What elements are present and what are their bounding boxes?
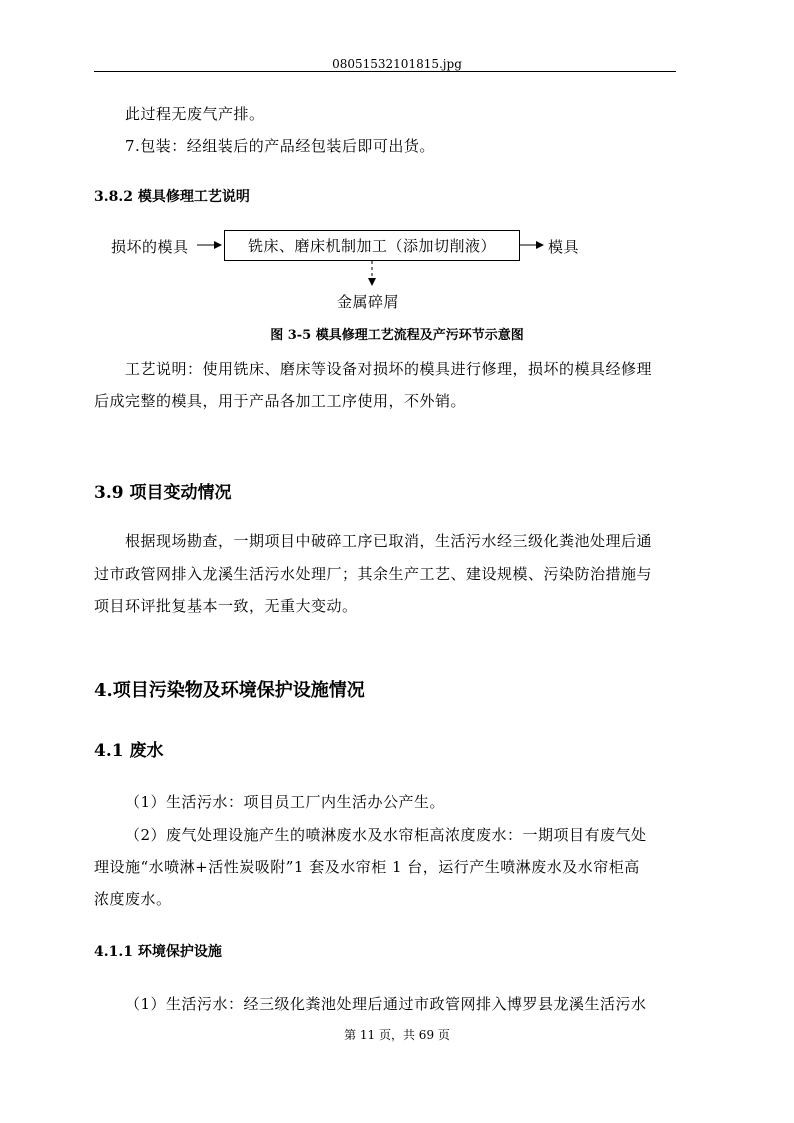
paragraph-line: 根据现场勘查，一期项目中破碎工序已取消，生活污水经三级化粪池处理后通 xyxy=(125,532,653,550)
paragraph-line: 工艺说明：使用铣床、磨床等设备对损坏的模具进行修理，损坏的模具经修理 xyxy=(125,360,653,378)
paragraph-line: 理设施“水喷淋+活性炭吸附”1 套及水帘柜 1 台，运行产生喷淋废水及水帘柜高 xyxy=(94,858,640,876)
paragraph-line: 此过程无废气产排。 xyxy=(125,105,265,123)
section-heading-4: 4.项目污染物及环境保护设施情况 xyxy=(94,680,365,701)
paragraph-line: 后成完整的模具，用于产品各加工工序使用，不外销。 xyxy=(94,392,467,410)
paragraph-line: （2）废气处理设施产生的喷淋废水及水帘柜高浓度废水：一期项目有废气处 xyxy=(125,826,647,844)
paragraph-line: （1）生活污水：经三级化粪池处理后通过市政管网排入博罗县龙溪生活污水 xyxy=(125,995,647,1013)
section-heading-4-1-1: 4.1.1 环境保护设施 xyxy=(94,944,222,960)
flow-input-label: 损坏的模具 xyxy=(111,238,189,256)
paragraph-line: 过市政管网排入龙溪生活污水处理厂；其余生产工艺、建设规模、污染防治措施与 xyxy=(94,565,653,583)
page-header-filename: 08051532101815.jpg xyxy=(332,57,462,71)
section-heading-3-9: 3.9 项目变动情况 xyxy=(94,483,232,503)
paragraph-line: （1）生活污水：项目员工厂内生活办公产生。 xyxy=(125,793,446,811)
page-footer-number: 第 11 页，共 69 页 xyxy=(344,1028,450,1042)
section-heading-4-1: 4.1 废水 xyxy=(94,741,164,761)
flow-diagram xyxy=(0,0,794,320)
flow-output-label: 模具 xyxy=(548,238,580,256)
figure-caption: 图 3-5 模具修理工艺流程及产污环节示意图 xyxy=(270,328,524,343)
paragraph-line: 浓度废水。 xyxy=(94,890,172,908)
flow-process-box xyxy=(224,230,520,261)
paragraph-line: 7.包装：经组装后的产品经包装后即可出货。 xyxy=(125,137,435,155)
flow-waste-label: 金属碎屑 xyxy=(337,293,400,311)
flow-process-label: 铣床、磨床机制加工（添加切削液） xyxy=(247,237,496,255)
section-heading-3-8-2: 3.8.2 模具修理工艺说明 xyxy=(94,189,250,205)
paragraph-line: 项目环评批复基本一致，无重大变动。 xyxy=(94,597,358,615)
